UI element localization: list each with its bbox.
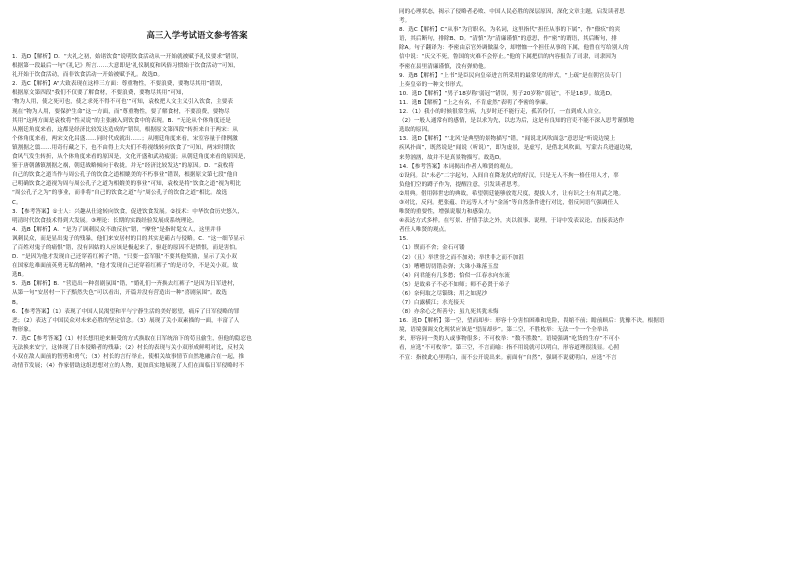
text-line: 3．【参考答案】①士人：兴趣从仕途转向饮食，促进饮食发展。②技术：中华饮食历史悠久， xyxy=(12,208,244,215)
text-line: 疾风扑面”，既然说是“闻说（听说）”，即为虚景，是虚写，是借北风吹面，写蒙古兵进逼边境， xyxy=(399,145,637,152)
text-line: 者任人唯贤的观点。 xyxy=(399,227,450,234)
text-line: （8）亦余心之所善兮；虽九死其犹未悔 xyxy=(399,309,499,316)
text-line: 食风气发生转折，从个体角度来看的原因是，文化开盛和武功疲弱；从朝廷角度来看的原因是， xyxy=(12,154,250,161)
text-line: B。 xyxy=(12,299,22,306)
text-line: 镇割据之翦……用奇行藏之下，也不由得上大夫们不将视线转向饮食了”可知，两宋时期饮 xyxy=(12,144,236,151)
text-line: 境，语境强调文化现状应该是“望而却步”。第二空，不胜枚举：无法一个一个全举出 xyxy=(399,327,609,334)
text-line: 负他们空的蹲子作为，提醒注意，引发读者思考。 xyxy=(399,181,524,188)
text-line: （5）是故弟子不必不如师；师不必贤于弟子 xyxy=(399,281,510,288)
text-line: 同的心理状态，揭示了侵略者必败、中国人民必胜的深层原因，深化文章主题，启发读者思 xyxy=(399,9,625,15)
text-line: 鉴于唐朝藩镇割据之祸，朝廷战略倾向于收拢。并无“经济比较发达”的原因。D．“袁枚将 xyxy=(12,163,235,170)
text-line: 11．选B【解析】“上之有名，不肯虚然”表明了李密的拳廉。 xyxy=(399,99,552,106)
text-line: 根据原文第四段“我们不仅要了解食材，不要浪费，要物尽其用”可知， xyxy=(12,90,188,97)
right-column-body xyxy=(399,8,781,363)
text-line: ②用典。借用韩世忠的典故，希望朝廷能够放宽尺度，提拔人才，让有识之士有用武之地。 xyxy=(399,190,625,197)
text-line: （2）（且）举世誉之而不加劝；举世非之而不加沮 xyxy=(399,254,524,261)
text-line: 14．【参考答案】本词揭出作者人唯贤的观点。 xyxy=(399,163,517,170)
text-line: 自己的饮食之道当作与周公孔子的饮食之道相媲美的不朽事业”错误，根据原文第七段“他自 xyxy=(12,172,239,179)
text-line: （6）奈何取之尽锱铢；用之如泥沙 xyxy=(399,290,488,297)
text-line: 明清时代饮食技术得到大发展。③理论：长期的实践经验发展成系统理论。 xyxy=(12,217,198,224)
right-column xyxy=(399,0,781,561)
text-line: 无法换来安宁，这体现了日本侵略者的残暴；（2）村长的表现与关小双形成鲜明对比，反衬关 xyxy=(12,345,245,351)
text-line: （2）一般人通常有的感情，是以求为先，以忠为后，这是有良知的官吏不能不深入思考谨慎地 xyxy=(399,118,635,125)
text-line: 其用”这两方面是袁枚将“性灵说”的主张融入到饮食中的表现。B．“无论从个体角度还是 xyxy=(12,117,231,124)
text-line: 6．【参考答案】（1）表现了中国人民渴望和平与宁静生活的美好愿望，痛斥了日军侵略的罪 xyxy=(12,308,240,315)
text-line: 个体角度来看，两宋文化昌盛……同时代成就出……；从刚廷角度来看，宋室容量于律例激 xyxy=(12,135,238,142)
text-line: 13．选D【解析】“‘北风’是典型的景物描写”错，“闻说北风吹面急”意思是“听说边境上 xyxy=(399,136,616,143)
text-line: 1．选D【解析】D．“夫礼之初，始诸饮食”说明饮食活动从一开始就被赋予礼仪要求”错误， xyxy=(12,54,242,60)
left-column-body xyxy=(12,53,382,371)
text-line: 12．（1）我小的时候很常生病，九岁时还不能行走，孤苦伶仃，一直到成人自立。 xyxy=(399,109,605,116)
text-line: 动情节发展；（4）作家借助这组思想对立的人物，更加真实地展现了人们在面临日军侵略时不 xyxy=(12,363,245,370)
text-line: 讽刺民众，而是显出鬼子的残暴，他们来安居村的目的其实是霸占与侵略。C．“这一细节显示 xyxy=(12,235,245,242)
text-line: （4）问君能有几多愁；恰似一江春水向东流 xyxy=(399,272,510,279)
text-line: 4．选B【解析】A．“是为了讽刺民众不敢反抗”错，“摩登”是指时髦女人，这里并非 xyxy=(12,226,222,233)
text-line: ①设问。以“未必”二字起句，入间自在降龙伏虎的好汉，只是无人不拘一格任用人才，辜 xyxy=(399,172,619,179)
text-line: 物形象。 xyxy=(12,326,35,333)
text-line: 来势汹汹，故并不是真景物描写。故选D。 xyxy=(399,154,505,161)
left-column xyxy=(12,0,382,561)
text-line: 恶；（2）表达了中国民众对未来必胜的坚定信念。（3）展现了关小双素描的一面，丰富了人 xyxy=(12,317,240,324)
text-line: 看，应选“不可枚举”。第三空，不言而喻：指不用说就可以明白，形容道理很浅显。心照 xyxy=(399,345,620,352)
text-line: 从刚廷角度来看，这都是经济比较发达造成的”错误，根据原文第四段“转折来自于两宋：从 xyxy=(12,126,239,133)
text-line: 除A。句子翻译为：李密由京官外调做温令，却增恤一个担任从事的下属，他曾在写给别人的 xyxy=(399,45,629,52)
text-line: 现在“物为人用，要保护生命”这一方面，而“尊重物性，要了解食材，不要浪费，要物尽 xyxy=(12,108,230,115)
text-line: （3）嘈嘈切切错杂弹；大珠小珠落玉盘 xyxy=(399,263,499,270)
text-line: 8．选C【解析】C“从事”为官职名，为名词，这里指代“担任从事的下属”，作“僚疚”的宾 xyxy=(399,27,621,34)
text-line: 2．选C【解析】A“大致表现在这样三方面：尊重物性，不要浪费，要物尽其用”错误， xyxy=(12,81,227,88)
text-line: 小双在敌人面前的智勇和勇气；（3）村长的言行举止，使相关故事情节自然地融合在一起，推 xyxy=(12,354,245,361)
text-line: 唯贤的重要性，增强说服力和感染力。 xyxy=(399,209,495,216)
text-line: 上奏皇帝的一种文书形式。 xyxy=(399,81,467,88)
text-line: 16．选D【解析】第一空，望而却步：形容十分害怕困难和危险，畏缩不前；瞻前顾后：犹豫不决。根据语 xyxy=(399,318,665,325)
text-line: 信中说：“庆父不死，鲁国的灾难不会停止。”他的下属把信的内容报告了司隶，司隶因为 xyxy=(399,54,617,61)
text-line: 礼开始于饮食活动，而非饮食活动一开始被赋予礼。故选D。 xyxy=(12,72,164,79)
text-line: ‘物为人用，使之死可也，使之求死不得不可也’”可知，袁枚把人文主义引入饮食，主要表 xyxy=(12,99,234,106)
text-line: 从第一句“安居村一下子黯然失色”可以看出，开篇并没有营造出一种“喜剧氛围”。故选 xyxy=(12,290,227,297)
text-line: ③对比，反问。把张蕴、许远等人才与“金汤”等自然条件进行对比，借反问语气强调任人 xyxy=(399,199,619,206)
text-line: 10．选D【解析】“男子18岁称‘弱冠’”错误，男子20岁称“弱冠”，不是18岁。故选D。 xyxy=(399,90,616,97)
text-line: 选B。 xyxy=(12,272,28,279)
text-line: D．“是因为他才发现自己还穿着红裤子”错，“只要一套军服”不要其他奖励，显示了关小双 xyxy=(12,254,237,261)
text-line: ④表达方式多样。在写景、抒情手法之外，夹以叙事、说理，于诗中发表议论，直接表达作 xyxy=(399,218,625,225)
text-line: （7）白露横江；水光接天 xyxy=(399,300,465,306)
text-line: 语，其后断句，排除B、D。“清慎”为“清廉谨慎”的意思，作“密”的谓语，其后断句，排 xyxy=(399,36,617,43)
text-line: 不宣：指彼此心里明白，而不公开说出来。前面有“自然”，强调不说就明白，应选“不言 xyxy=(399,354,617,361)
document-title: 高三入学考试语文参考答案 xyxy=(146,30,248,40)
text-line: 在国家危难面前英勇无私的精神，“他才发现自己还穿着红裤子”的是司令，不是关小双。故 xyxy=(12,263,239,270)
text-line: 考。 xyxy=(399,18,411,25)
text-line: 来，形容同一类的人或事物很多；不可枚举：“数不胜数”。语境强调“吃货的生存”不可小 xyxy=(399,336,620,343)
text-line: 己明确饮食之道视为周与周公孔子之道为相媲美的事业”可知，袁枚是将“饮食之道”视为明比 xyxy=(12,181,241,188)
text-line: 5．选B【解析】B．“营造出一种喜剧氛围”错，“婚礼们一齐换去红裤子”是因为日军进村， xyxy=(12,281,239,288)
text-line: 了百姓对鬼子的痛恨”错，没有因姑的人应该是极起来了，驱赶的原因不是愤恨，而是害怕。 xyxy=(12,244,241,251)
text-line: 李密在县里清廉谨慎，没有弹劾他。 xyxy=(399,63,490,70)
text-line: C。 xyxy=(12,199,22,206)
text-line: 9．选B【解析】“上书”是臣民向皇帝进言所采用的最常见的形式，“上疏”是在朝官员专门 xyxy=(399,72,622,79)
text-line: 7．选C【参考答案】（1）村长想用逆来顺受的方式换取在日军统治下的苟且偷生，但他的隐忍也 xyxy=(12,335,252,342)
text-line: 15． xyxy=(399,236,412,243)
text-line: （1）锲而不舍；金石可镂 xyxy=(399,245,465,252)
text-line: 选取的原因。 xyxy=(399,127,433,134)
text-line: 根据第一段最后一句“《礼记》所言……大意即是‘礼仪制度和风俗习惯始于饮食活动’”可知， xyxy=(12,63,239,70)
text-line: “周公孔子之为”的事业，而非将“自己的饮食之道”与“周公孔子的饮食之道”相比。故选 xyxy=(12,190,228,197)
